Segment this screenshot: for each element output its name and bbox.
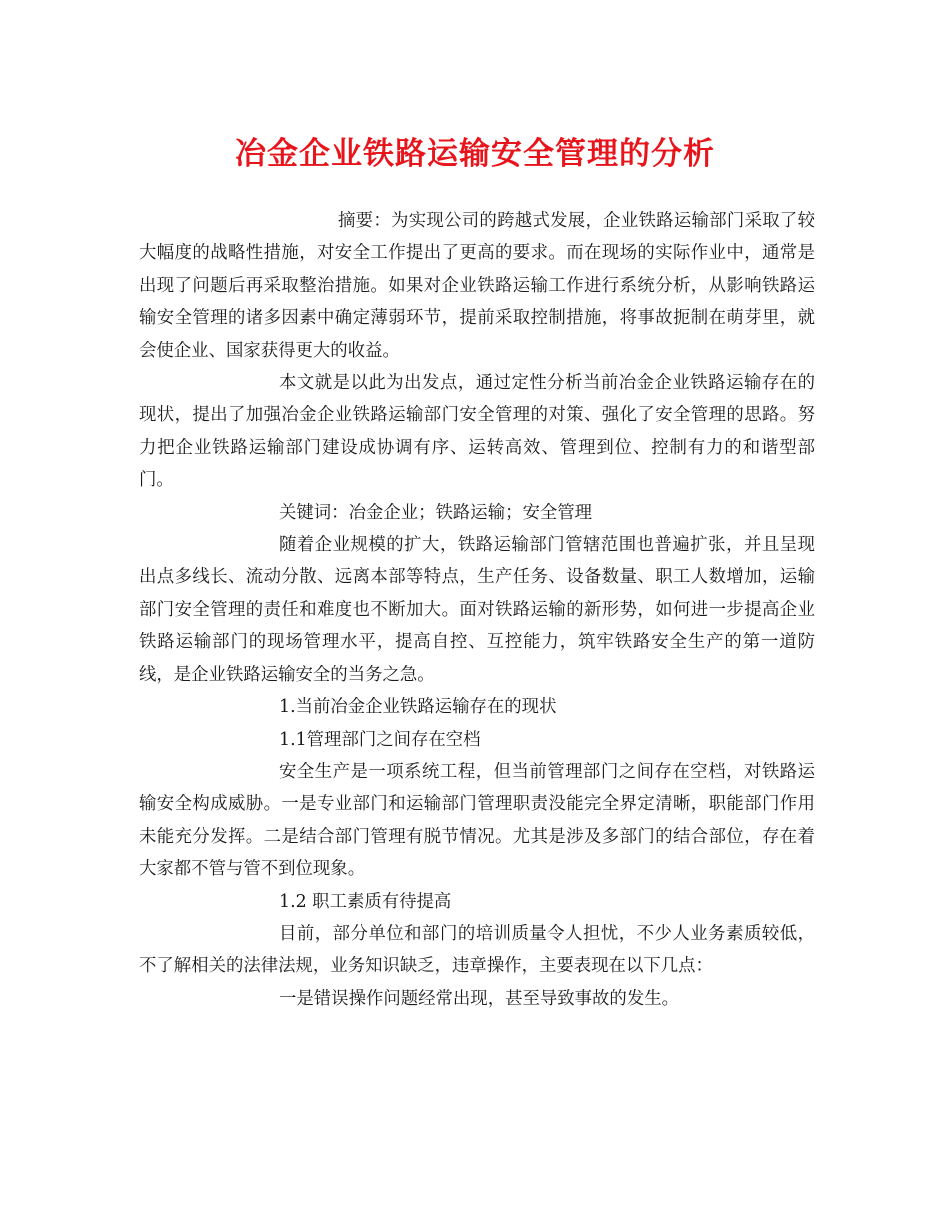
subsection-heading-1-2: 1.2 职工素质有待提高 — [279, 891, 452, 912]
abstract-paragraph: 摘要：为实现公司的跨越式发展，企业铁路运输部门采取了较大幅度的战略性措施，对安全工作提出了更高的要求。而在现场的实际作业中，通常是出现了问题后再采取整治措施。如果对企业铁路运输工作进行系统分析，从影响铁路运输安全管理的诸多因素中确定薄弱环节，提前采取控制措施，将事故扼制在萌芽里，就会使企业、国家获得更大的收益。 — [139, 211, 815, 361]
section-1-1-paragraph: 安全生产是一项系统工程，但当前管理部门之间存在空档，对铁路运输安全构成威胁。一是专业部门和运输部门管理职责没能完全界定清晰，职能部门作用未能充分发挥。二是结合部门管理有脱节情况。尤其是涉及多部门的结合部位，存在着大家都不管与管不到位现象。 — [139, 761, 815, 880]
section-1-2-paragraph: 目前，部分单位和部门的培训质量令人担忧，不少人业务素质较低，不了解相关的法律法规，业务知识缺乏，违章操作，主要表现在以下几点： — [139, 923, 815, 977]
subsection-heading-1-1: 1.1管理部门之间存在空档 — [279, 729, 481, 750]
section-heading-1: 1.当前冶金企业铁路运输存在的现状 — [279, 697, 557, 718]
intro-paragraph: 本文就是以此为出发点，通过定性分析当前冶金企业铁路运输存在的现状，提出了加强冶金企业铁路运输部门安全管理的对策、强化了安全管理的思路。努力把企业铁路运输部门建设成协调有序、运转高效、管理到位、控制有力的和谐型部门。 — [139, 373, 815, 491]
background-paragraph: 随着企业规模的扩大，铁路运输部门管辖范围也普遍扩张，并且呈现出点多线长、流动分散、远离本部等特点，生产任务、设备数量、职工人数增加，运输部门安全管理的责任和难度也不断加大。面对铁路运输的新形势，如何进一步提高企业铁路运输部门的现场管理水平，提高自控、互控能力，筑牢铁路安全生产的第一道防线，是企业铁路运输安全的当务之急。 — [139, 535, 815, 685]
document-title: 冶金企业铁路运输安全管理的分析 — [235, 136, 715, 172]
keywords-line: 关键词：冶金企业；铁路运输；安全管理 — [279, 502, 593, 523]
document-body — [139, 205, 815, 1015]
point-one-paragraph: 一是错误操作问题经常出现，甚至导致事故的发生。 — [279, 988, 679, 1009]
